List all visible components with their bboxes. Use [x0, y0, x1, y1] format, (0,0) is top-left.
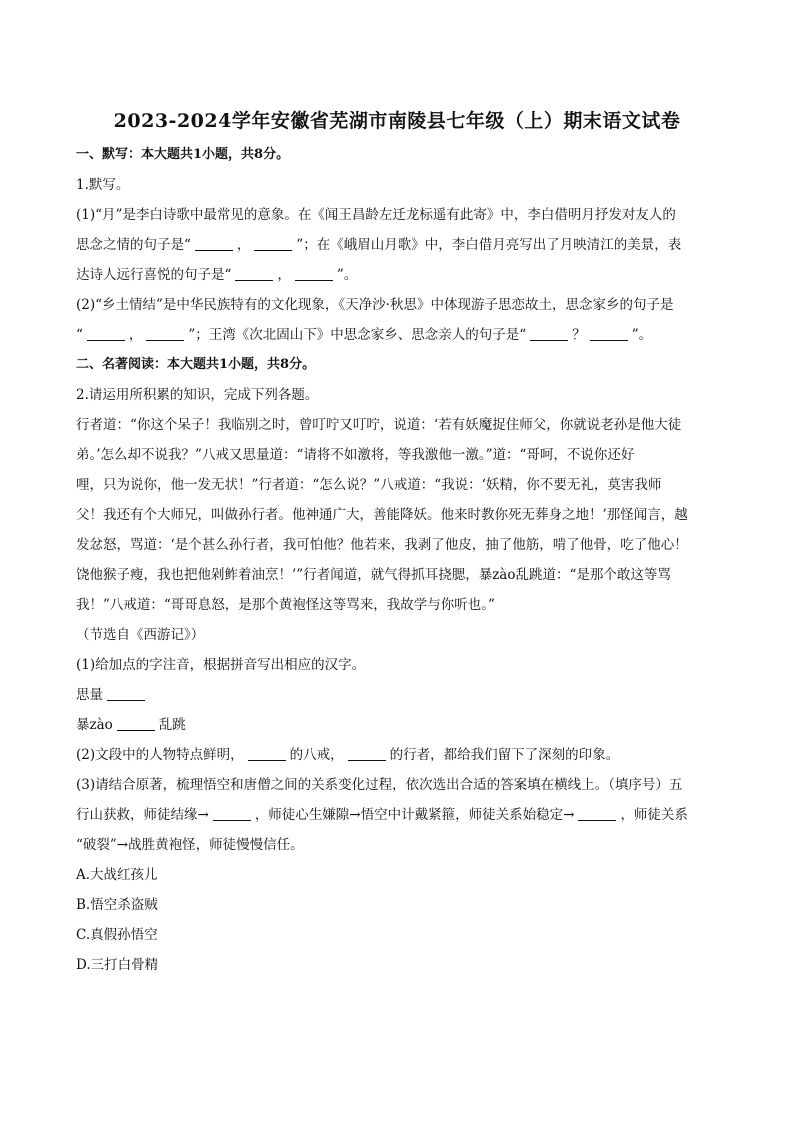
section-1-heading: 一、默写：本大题共1小题，共8分。 [76, 147, 290, 162]
answer-blank[interactable] [87, 326, 125, 341]
answer-blank[interactable] [348, 746, 386, 761]
option-c[interactable]: C.真假孙悟空 [76, 927, 158, 943]
answer-blank[interactable] [248, 746, 286, 761]
sub-q3-line2: 行山获救，师徒结缘→ ，师徒心生嫌隙→悟空中计戴紧箍，师徒关系始稳定→ ，师徒关系 [76, 807, 688, 823]
passage-line: 我！”八戒道：“哥哥息怒，是那个黄袍怪这等骂来，我故学与你听也。” [76, 597, 495, 613]
answer-blank[interactable] [578, 806, 616, 821]
q1-2-line1: (2)“乡土情结”是中华民族特有的文化现象，《天净沙·秋思》中体现游子思恋故土，思念家乡的句子是 [76, 297, 674, 313]
answer-blank[interactable] [295, 266, 333, 281]
q1-1-line1: (1)“月”是李白诗歌中最常见的意象。在《闻王昌龄左迁龙标遥有此寄》中，李白借明月抒发对友人的 [76, 207, 676, 223]
answer-blank[interactable] [530, 326, 568, 341]
answer-blank[interactable] [213, 806, 251, 821]
option-d[interactable]: D.三打白骨精 [76, 957, 159, 973]
answer-blank[interactable] [107, 686, 145, 701]
answer-blank[interactable] [117, 716, 155, 731]
passage-line: 哩，只为说你，他一发无状！”行者道：“怎么说？”八戒道：“我说：‘妖精，你不要无礼，莫害我师 [76, 477, 662, 493]
answer-blank[interactable] [590, 326, 628, 341]
passage-line: 父！我还有个大师兄，叫做孙行者。他神通广大，善能降妖。他来时教你死无葬身之地！’那怪闻言，越 [76, 507, 688, 523]
q1-2-line2: “ ， ”；王湾《次北固山下》中思念家乡、思念亲人的句子是“ ？ ”。 [76, 327, 653, 343]
option-b[interactable]: B.悟空杀盗贼 [76, 897, 158, 913]
sub-q3-line3: “破裂”→战胜黄袍怪，师徒慢慢信任。 [76, 837, 304, 853]
q1-1-line3: 达诗人远行喜悦的句子是“ ， ”。 [76, 267, 358, 283]
sub-q1-item-b: 暴zào 乱跳 [76, 717, 186, 733]
q1-title: 1.默写。 [76, 177, 130, 193]
exam-body [76, 140, 720, 980]
passage-line: 弟。’怎么却不说我？”八戒又思量道：“请将不如激将，等我激他一激。”道：“哥呵，不说你还好 [76, 447, 635, 463]
passage-line: 行者道：“你这个呆子！我临别之时，曾叮咛又叮咛，说道：‘若有妖魔捉住师父，你就说老孙是他大徒 [76, 417, 682, 433]
sub-q3-line1: (3)请结合原著，梳理悟空和唐僧之间的关系变化过程，依次选出合适的答案填在横线上。（填序号）五 [76, 777, 683, 793]
sub-q2: (2)文段中的人物特点鲜明， 的八戒， 的行者，都给我们留下了深刻的印象。 [76, 747, 620, 763]
q2-title: 2.请运用所积累的知识，完成下列各题。 [76, 387, 319, 403]
sub-q1-item-a: 思量 [76, 680, 720, 710]
passage-source: （节选自《西游记》） [76, 627, 205, 643]
passage-line: 发忿怒，骂道：‘是个甚么孙行者，我可怕他？他若来，我剥了他皮，抽了他筋，啃了他骨，吃了他心！ [76, 537, 688, 553]
passage-line: 饶他猴子瘦，我也把他剁鲊着油烹！’”行者闻道，就气得抓耳挠腮，暴zào乱跳道：“是那个敢这等骂 [76, 567, 671, 583]
answer-blank[interactable] [235, 266, 273, 281]
page-title: 2023-2024学年安徽省芜湖市南陵县七年级（上）期末语文试卷 [113, 110, 681, 132]
answer-blank[interactable] [195, 236, 233, 251]
answer-blank[interactable] [146, 326, 184, 341]
sub-q1: (1)给加点的字注音，根据拼音写出相应的汉字。 [76, 657, 366, 673]
q1-1-line2: 思念之情的句子是“ ， ”；在《峨眉山月歌》中，李白借月亮写出了月映清江的美景，表 [76, 237, 682, 253]
section-2-heading: 二、名著阅读：本大题共1小题，共8分。 [76, 357, 316, 372]
option-a[interactable]: A.大战红孩儿 [76, 867, 158, 883]
answer-blank[interactable] [254, 236, 292, 251]
